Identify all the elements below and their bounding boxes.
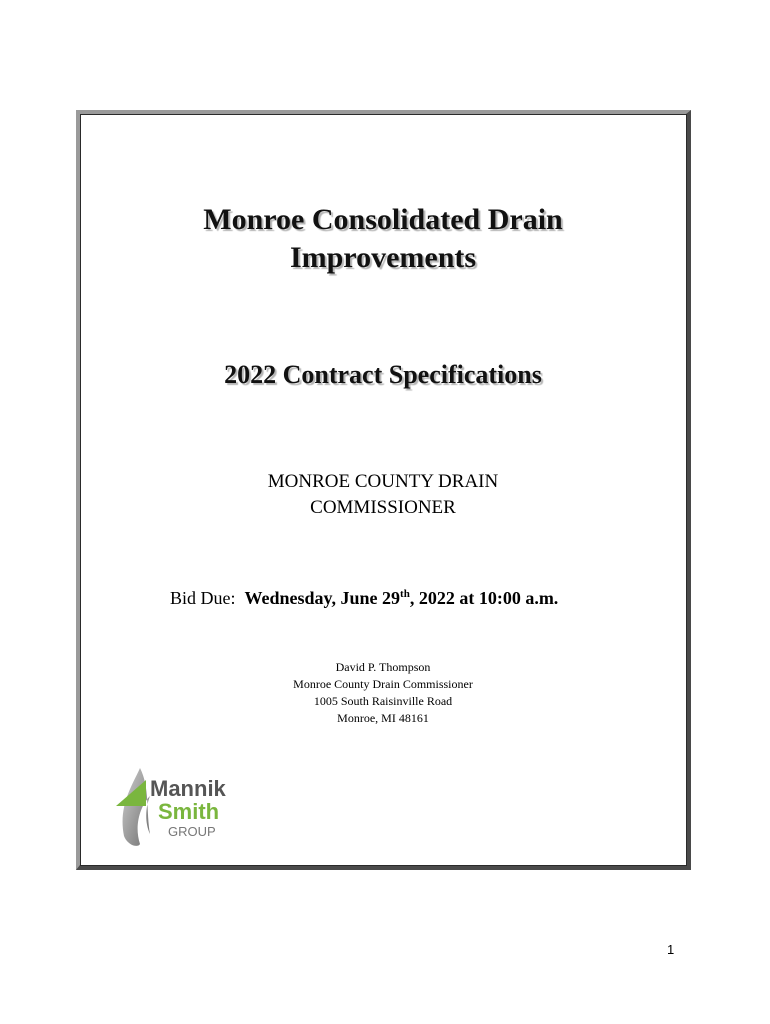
mannik-smith-group-logo bbox=[110, 766, 250, 850]
document-title-line1: Monroe Consolidated Drain bbox=[203, 203, 563, 236]
logo-line1: Mannik bbox=[150, 776, 226, 801]
bid-due-date-suffix: th bbox=[400, 588, 410, 600]
bid-due-time: , 2022 at 10:00 a.m. bbox=[409, 588, 559, 608]
cover-frame bbox=[76, 110, 691, 870]
agency-line1: MONROE COUNTY DRAIN bbox=[267, 471, 499, 492]
page-number: 1 bbox=[667, 942, 675, 957]
bid-due-date bbox=[245, 588, 559, 608]
document-title-line2: Improvements bbox=[289, 241, 477, 274]
logo-swoosh-shape bbox=[123, 768, 150, 846]
logo-line3: GROUP bbox=[168, 824, 216, 839]
logo-green-triangle bbox=[116, 780, 146, 806]
bid-due-label: Bid Due: bbox=[170, 588, 236, 608]
logo-line2: Smith bbox=[158, 799, 220, 824]
bid-due-day-date: Wednesday, June 29 bbox=[244, 588, 401, 608]
agency-line2: COMMISSIONER bbox=[310, 497, 456, 518]
contact-address: 1005 South Raisinville Road bbox=[313, 694, 453, 708]
document-subtitle: 2022 Contract Specifications bbox=[224, 360, 542, 389]
contact-title: Monroe County Drain Commissioner bbox=[293, 677, 473, 691]
contact-city: Monroe, MI 48161 bbox=[337, 711, 429, 725]
contact-name: David P. Thompson bbox=[335, 660, 431, 674]
bid-due bbox=[170, 586, 558, 610]
